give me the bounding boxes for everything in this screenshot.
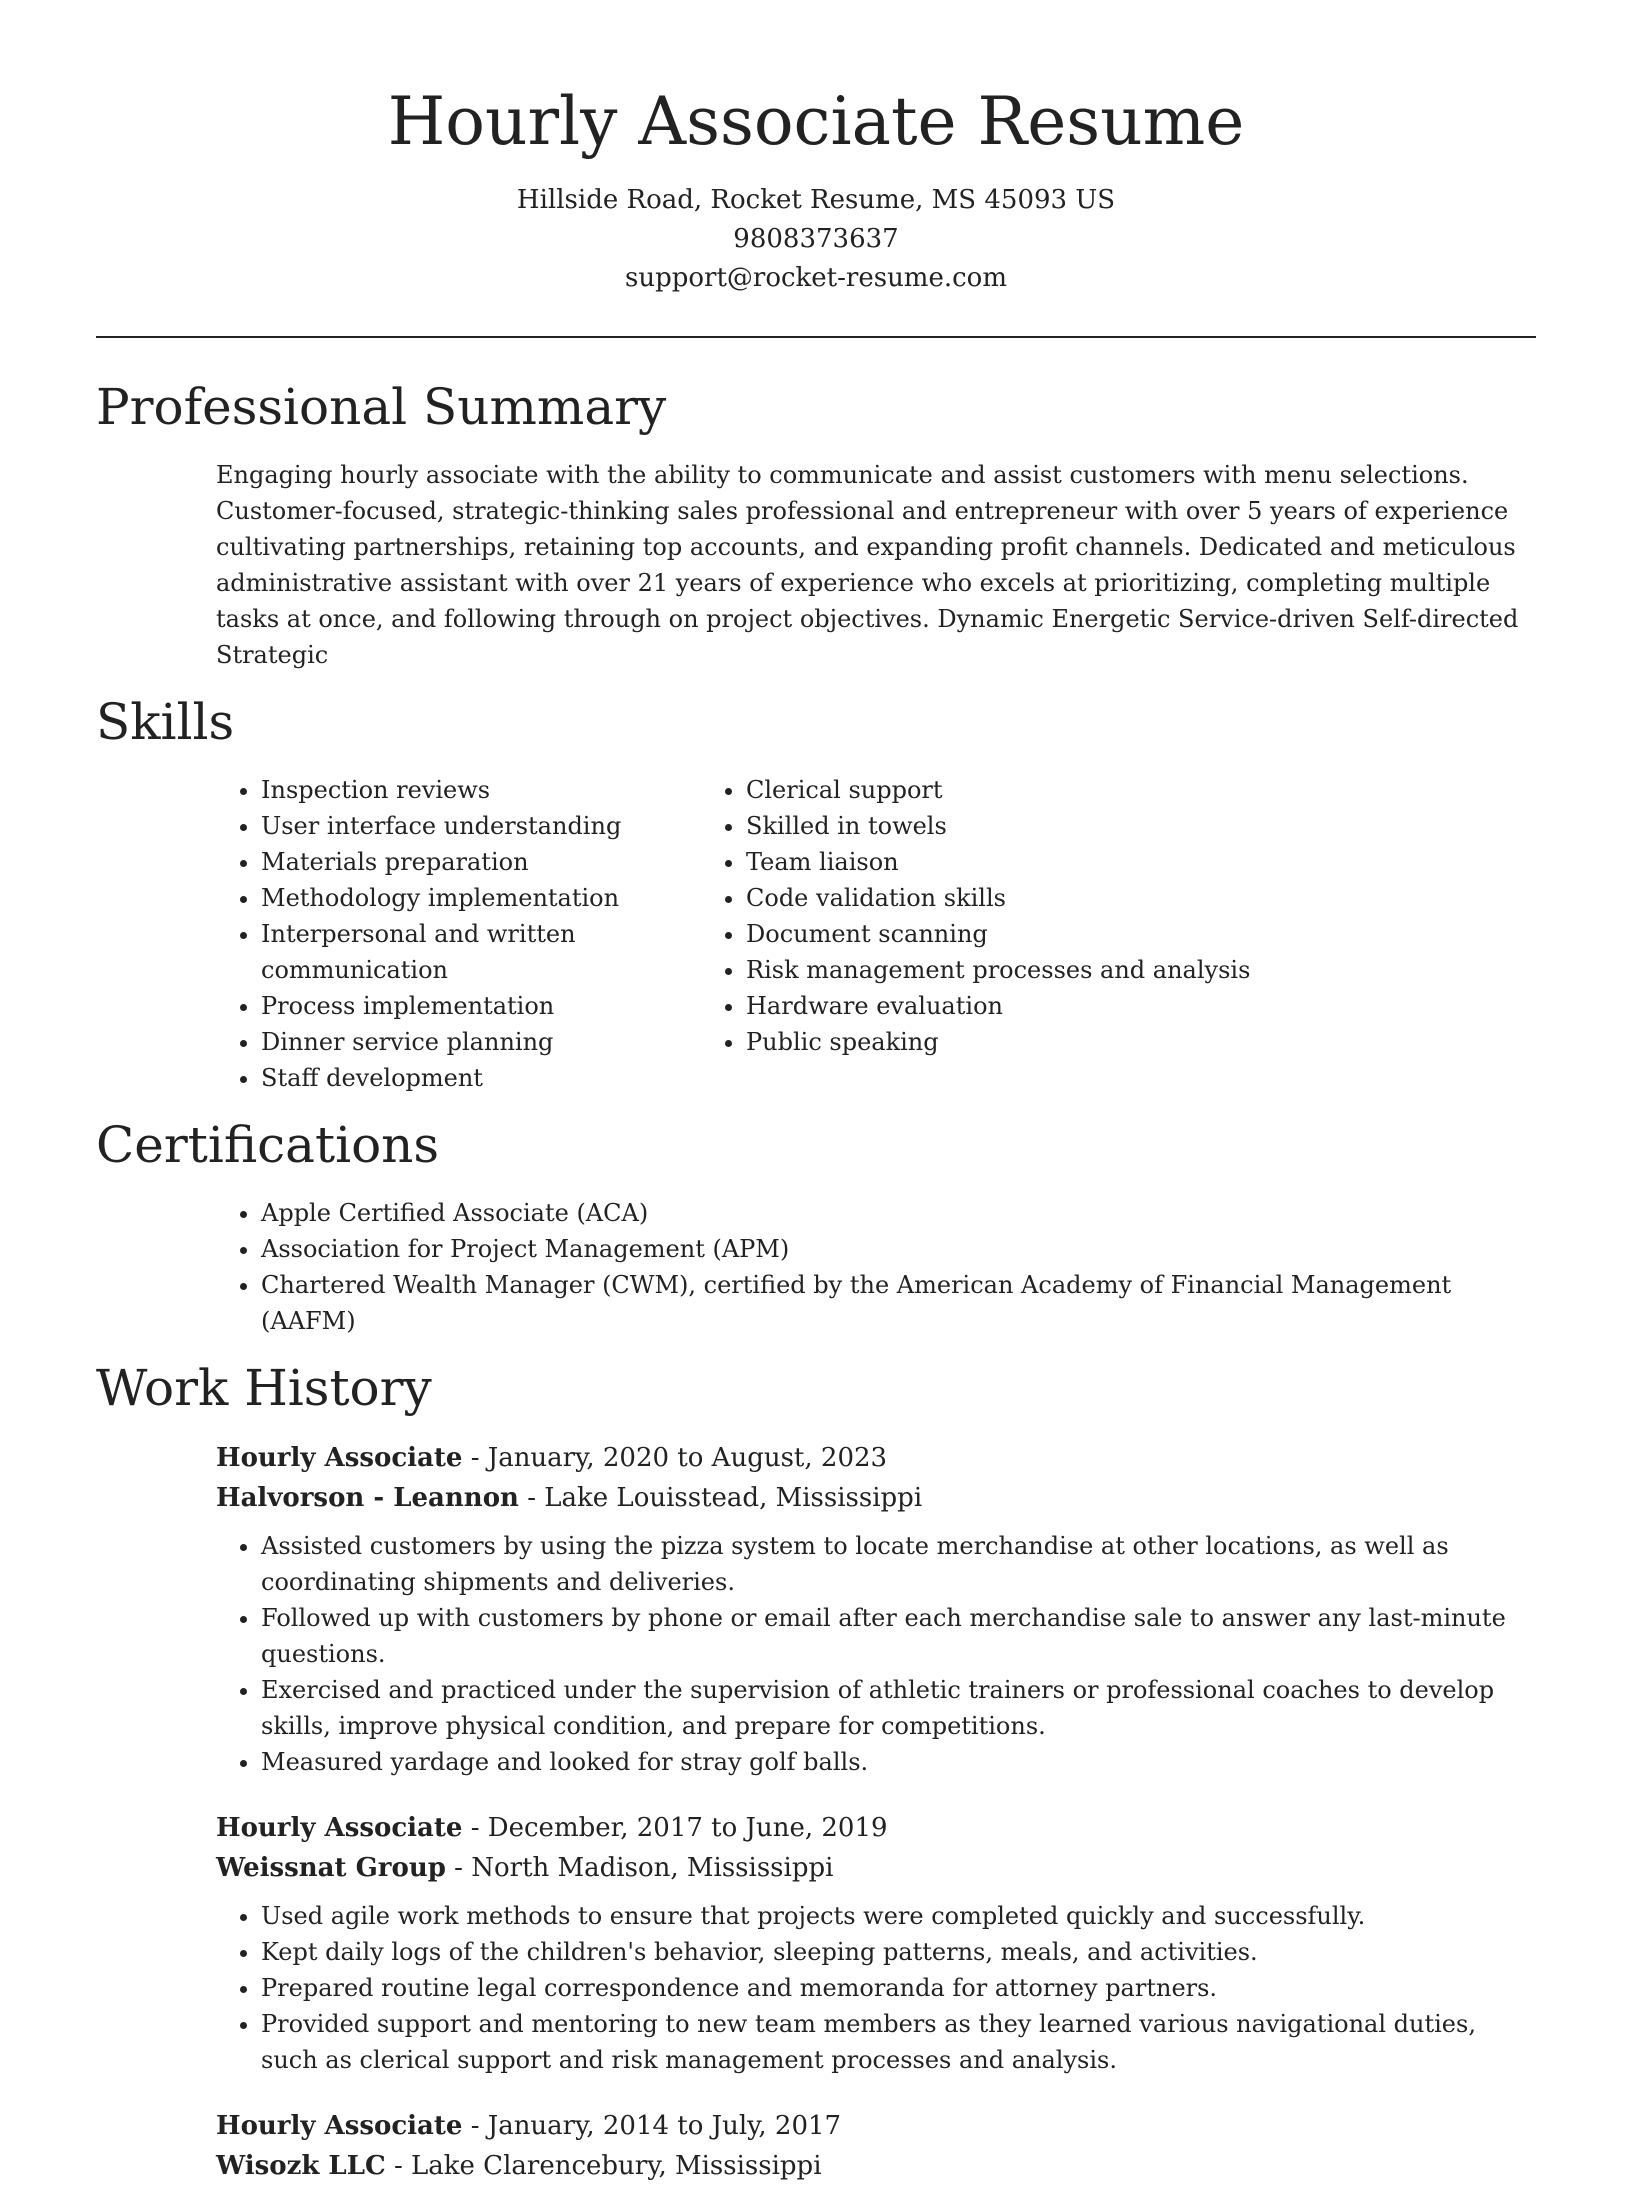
- job-company: Wisozk LLC: [216, 2150, 386, 2181]
- skill-item: • Staff development: [261, 1060, 746, 1096]
- skills-heading: Skills: [96, 692, 235, 751]
- skills-column-left: [96, 772, 746, 1096]
- skill-item: • Public speaking: [746, 1024, 1536, 1060]
- job-company-line: [216, 1478, 1536, 1518]
- job-bullets: [96, 1898, 1536, 2078]
- job-bullets: [96, 1528, 1536, 1780]
- skill-item: • Code validation skills: [746, 880, 1536, 916]
- header-divider: [96, 336, 1536, 338]
- skill-item: • Team liaison: [746, 844, 1536, 880]
- job-dates: - December, 2017 to June, 2019: [462, 1812, 888, 1843]
- job-bullet: • Provided support and mentoring to new team members as they learned various navigational duties, such as clerical support and risk management processes and analysis.: [261, 2006, 1536, 2078]
- contact-email: support@rocket-resume.com: [624, 262, 1007, 293]
- skills-section: [96, 692, 1536, 1096]
- resume-title: Hourly Associate Resume: [387, 83, 1245, 160]
- skill-item: • Process implementation: [261, 988, 746, 1024]
- skill-item: • Hardware evaluation: [746, 988, 1536, 1024]
- job-bullet: • Used agile work methods to ensure that projects were completed quickly and successfully.: [261, 1898, 1536, 1934]
- certification-item: • Chartered Wealth Manager (CWM), certified by the American Academy of Financial Management (AAFM): [261, 1267, 1536, 1339]
- skill-item: • Methodology implementation: [261, 880, 746, 916]
- resume-header: [96, 0, 1536, 298]
- job-bullet: • Followed up with customers by phone or email after each merchandise sale to answer any last-minute questions.: [261, 1600, 1536, 1672]
- work-history-heading: Work History: [96, 1358, 432, 1417]
- job-bullet: • Kept daily logs of the children's behavior, sleeping patterns, meals, and activities.: [261, 1934, 1536, 1970]
- skill-item: • Interpersonal and written communication: [261, 916, 746, 988]
- job-bullet: • Prepared routine legal correspondence and memoranda for attorney partners.: [261, 1970, 1536, 2006]
- contact-address: Hillside Road, Rocket Resume, MS 45093 US: [516, 184, 1116, 215]
- job-company: Weissnat Group: [216, 1852, 446, 1883]
- certifications-list: [96, 1195, 1536, 1339]
- job-company: Halvorson - Leannon: [216, 1482, 519, 1513]
- work-history-section: [96, 1358, 1536, 2186]
- skill-item: • Materials preparation: [261, 844, 746, 880]
- skill-item: • Risk management processes and analysis: [746, 952, 1536, 988]
- contact-phone: 9808373637: [733, 223, 899, 254]
- job-bullet: • Exercised and practiced under the supervision of athletic trainers or professional coaches to develop skills, improve physical condition, and prepare for competitions.: [261, 1672, 1536, 1744]
- job-entry: [96, 2106, 1536, 2186]
- job-company-line: [216, 2146, 1536, 2186]
- job-entry: [96, 1808, 1536, 2078]
- skill-item: • Document scanning: [746, 916, 1536, 952]
- summary-heading: Professional Summary: [96, 377, 667, 436]
- job-role: Hourly Associate: [216, 1812, 463, 1843]
- skill-item: • User interface understanding: [261, 808, 746, 844]
- job-location: - Lake Clarencebury, Mississippi: [385, 2150, 822, 2181]
- skill-item: • Inspection reviews: [261, 772, 746, 808]
- skills-list-right: [746, 772, 1536, 1060]
- job-dates: - January, 2020 to August, 2023: [462, 1442, 888, 1473]
- skills-column-right: [746, 772, 1536, 1096]
- certifications-section: [96, 1115, 1536, 1339]
- job-company-line: [216, 1848, 1536, 1888]
- skills-list-left: [96, 772, 746, 1096]
- job-bullet: • Measured yardage and looked for stray golf balls.: [261, 1744, 1536, 1780]
- job-bullet: • Assisted customers by using the pizza system to locate merchandise at other locations, as well as coordinating shipments and deliveries.: [261, 1528, 1536, 1600]
- job-title-line: [216, 1438, 1536, 1478]
- job-dates: - January, 2014 to July, 2017: [462, 2110, 842, 2141]
- job-role: Hourly Associate: [216, 2110, 463, 2141]
- job-location: - North Madison, Mississippi: [445, 1852, 834, 1883]
- job-location: - Lake Louisstead, Mississippi: [518, 1482, 923, 1513]
- summary-section: [96, 377, 1536, 673]
- job-role: Hourly Associate: [216, 1442, 463, 1473]
- certification-item: • Apple Certified Associate (ACA): [261, 1195, 1536, 1231]
- certifications-heading: Certifications: [96, 1115, 440, 1174]
- certification-item: • Association for Project Management (APM): [261, 1231, 1536, 1267]
- skill-item: • Dinner service planning: [261, 1024, 746, 1060]
- skill-item: • Clerical support: [746, 772, 1536, 808]
- skill-item: • Skilled in towels: [746, 808, 1536, 844]
- summary-text: Engaging hourly associate with the ability to communicate and assist customers with menu selections. Customer-focused, strategic-thinking sales professional and entrepreneur with over 5 years of experience cultivating partnerships, retaining top accounts, and expanding profit channels. Dedicated and meticulous administrative assistant with over 21 years of experience who excels at prioritizing, completing multiple tasks at once, and following through on project objectives. Dynamic Energetic Service-driven Self-directed Strategic: [216, 460, 1519, 669]
- job-entry: [96, 1438, 1536, 1780]
- job-title-line: [216, 1808, 1536, 1848]
- skills-grid: [96, 772, 1536, 1096]
